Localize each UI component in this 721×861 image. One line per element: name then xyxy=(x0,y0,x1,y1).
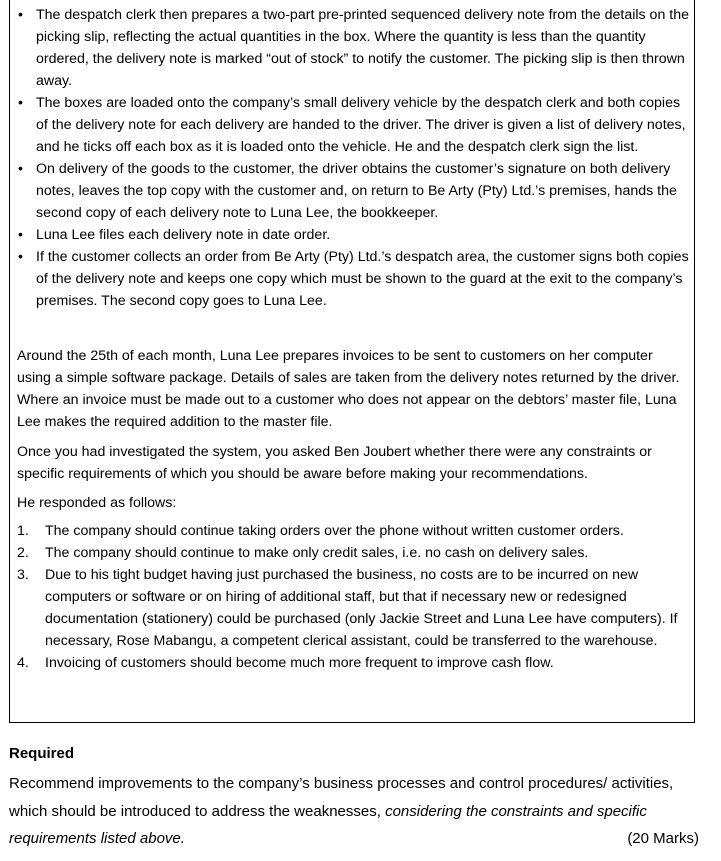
marks-label: (20 Marks) xyxy=(627,830,699,847)
bullet-dot-icon: • xyxy=(18,227,23,243)
bullet-item: • On delivery of the goods to the customer, the driver obtains the customer’s signature on both delivery notes, leaves the top copy with the customer and, on return to Be Arty (Pty) Ltd.’s premises, hands the second copy of each delivery note to Luna Lee, the bookkeeper. xyxy=(10,158,696,224)
paragraph-responded: He responded as follows: xyxy=(17,495,177,511)
numbered-item: 3. Due to his tight budget having just purchased the business, no costs are to be incurred on new computers or software or on hiring of additional staff, but that if necessary new or redesigned documentation (stationery) could be purchased (only Jackie Street and Luna Lee have computers). If necessary, Rose Mabangu, a competent clerical assistant, could be transferred to the warehouse. xyxy=(17,567,678,649)
required-heading: Required xyxy=(9,745,75,762)
numbered-item: 4. Invoicing of customers should become much more frequent to improve cash flow. xyxy=(17,655,554,671)
bullet-dot-icon: • xyxy=(18,7,23,23)
case-study-box xyxy=(9,0,695,723)
bullet-item: • Luna Lee files each delivery note in date order. xyxy=(10,224,696,246)
bullet-item: • The boxes are loaded onto the company’s small delivery vehicle by the despatch clerk and both copies of the delivery note for each delivery are handed to the driver. The driver is given a list of delivery notes, and he ticks off each box as it is loaded onto the vehicle. He and the despatch clerk sign the list. xyxy=(10,92,696,158)
required-text: Recommend improvements to the company’s business processes and control procedures/ activities, which should be introduced to address the weaknesses, considering the constraints and specific requirements listed above. (20 Marks) xyxy=(9,770,699,853)
bullet-item: • The despatch clerk then prepares a two-part pre-printed sequenced delivery note from the details on the picking slip, reflecting the actual quantities in the box. Where the quantity is less than the quantity ordered, the delivery note is marked “out of stock” to notify the customer. The picking slip is then thrown away. xyxy=(10,4,696,92)
bullet-list xyxy=(10,4,696,312)
numbered-item: 2. The company should continue to make only credit sales, i.e. no cash on delivery sales. xyxy=(17,545,589,561)
paragraph-investigated: Once you had investigated the system, you asked Ben Joubert whether there were any constraints or specific requirements of which you should be aware before making your recommendations. xyxy=(17,444,652,482)
numbered-item: 1. The company should continue taking orders over the phone without written customer orders. xyxy=(17,523,624,539)
bullet-item: • If the customer collects an order from Be Arty (Pty) Ltd.’s despatch area, the customer signs both copies of the delivery note and keeps one copy which must be shown to the guard at the exit to the company’s premises. The second copy goes to Luna Lee. xyxy=(10,246,696,312)
numbered-list xyxy=(10,520,696,674)
bullet-dot-icon: • xyxy=(18,249,23,265)
bullet-dot-icon: • xyxy=(18,161,23,177)
paragraph-invoices: Around the 25th of each month, Luna Lee prepares invoices to be sent to customers on her computer using a simple software package. Details of sales are taken from the delivery notes returned by the driver. Where an invoice must be made out to a customer who does not appear on the debtors’ master file, Luna Lee makes the required addition to the master file. xyxy=(17,348,680,430)
bullet-dot-icon: • xyxy=(18,95,23,111)
